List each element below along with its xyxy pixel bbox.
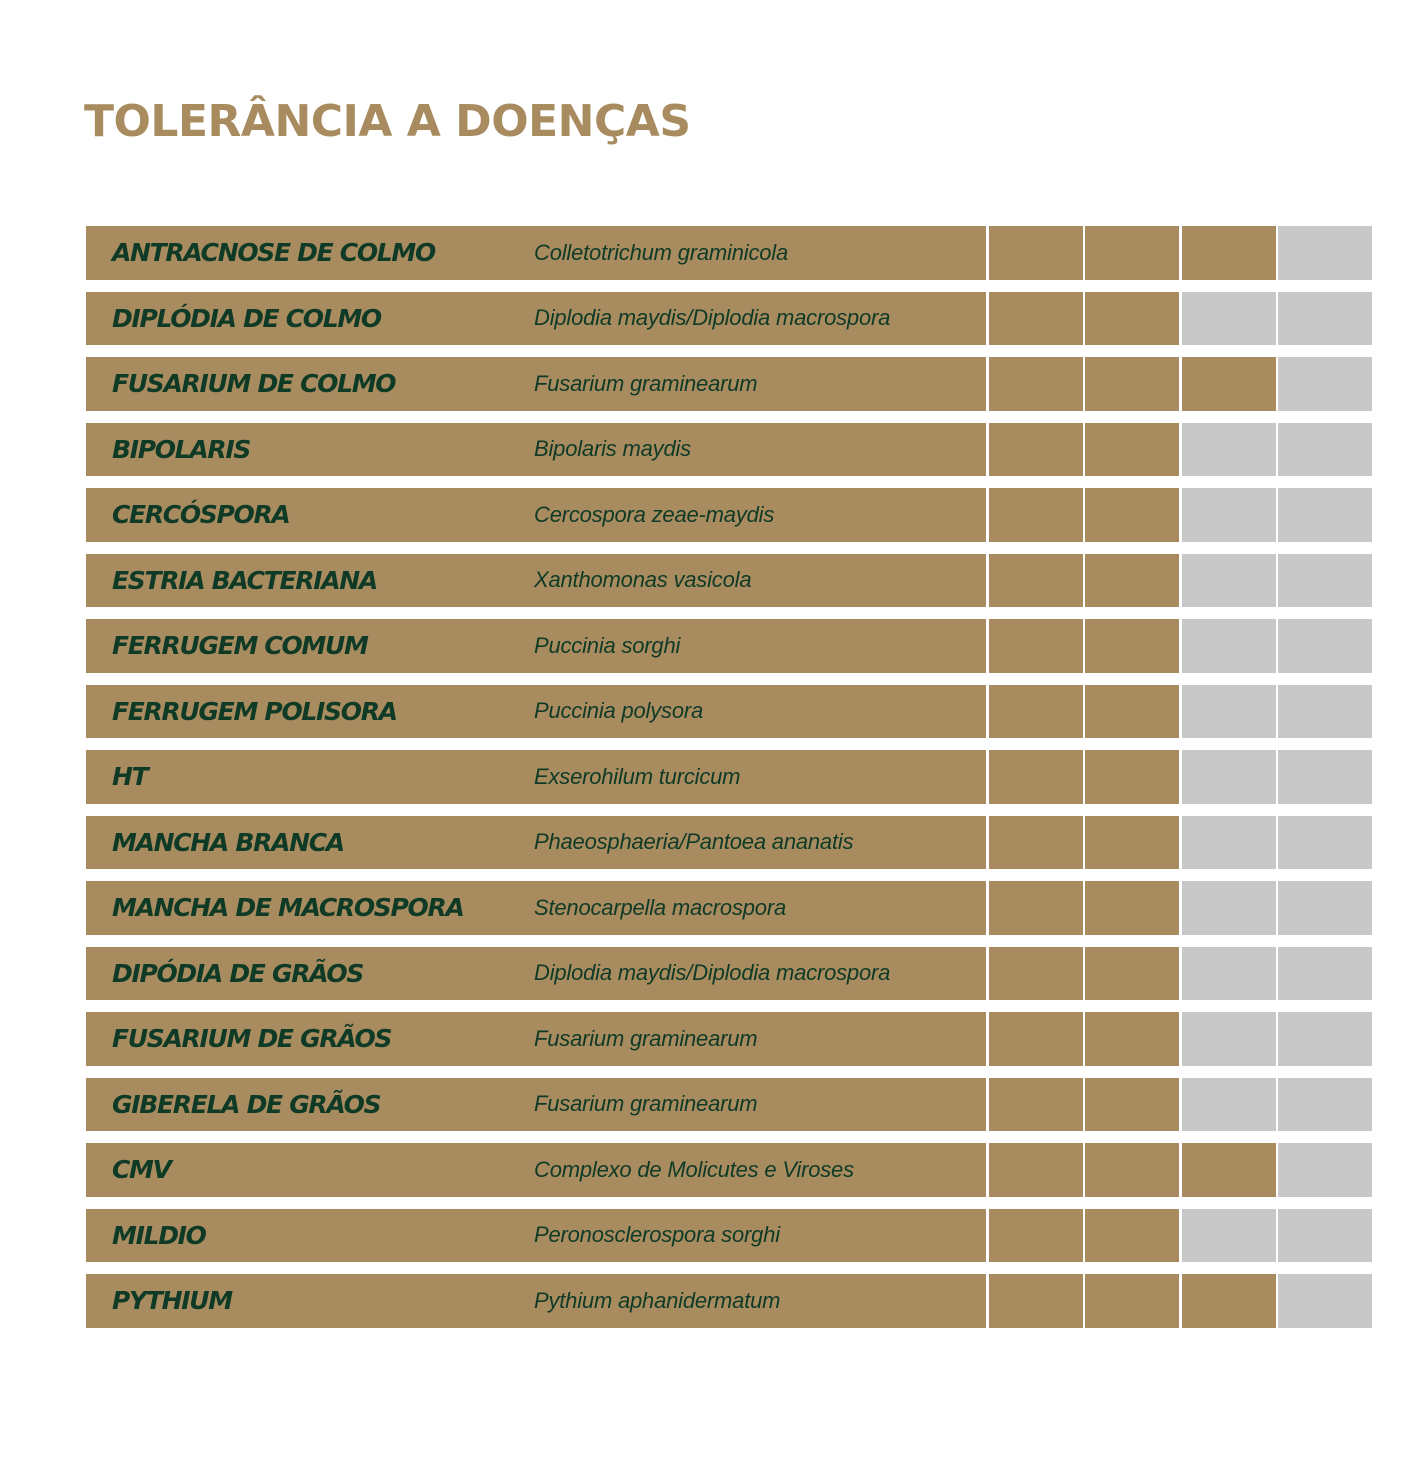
row-label-cell — [86, 619, 986, 673]
rating-cell-empty — [1182, 750, 1276, 804]
table-row — [86, 816, 1374, 870]
table-row — [86, 1078, 1374, 1132]
table-row — [86, 750, 1374, 804]
rating-cell-empty — [1278, 1274, 1372, 1328]
disease-name: FUSARIUM DE GRÃOS — [112, 1024, 392, 1054]
rating-cell-filled — [1182, 1143, 1276, 1197]
rating-cell-filled — [989, 947, 1083, 1001]
rating-cell-filled — [1085, 488, 1179, 542]
rating-cell-empty — [1278, 357, 1372, 411]
disease-name: CMV — [112, 1155, 171, 1185]
disease-name: MANCHA BRANCA — [112, 827, 344, 857]
row-label-cell — [86, 1012, 986, 1066]
table-row — [86, 947, 1374, 1001]
rating-cell-filled — [1085, 1078, 1179, 1132]
disease-name: FERRUGEM POLISORA — [112, 696, 397, 726]
row-label-cell — [86, 1209, 986, 1263]
rating-cell-filled — [989, 357, 1083, 411]
rating-cell-empty — [1278, 816, 1372, 870]
disease-name: ESTRIA BACTERIANA — [112, 565, 377, 595]
rating-cell-empty — [1278, 881, 1372, 935]
rating-cell-empty — [1278, 1078, 1372, 1132]
table-row — [86, 554, 1374, 608]
table-row — [86, 685, 1374, 739]
row-label-cell — [86, 1078, 986, 1132]
row-label-cell — [86, 947, 986, 1001]
rating-cell-empty — [1278, 423, 1372, 477]
pathogen-name: Pythium aphanidermatum — [534, 1287, 781, 1313]
rating-cell-filled — [1085, 357, 1179, 411]
rating-cell-empty — [1278, 292, 1372, 346]
table-row — [86, 357, 1374, 411]
rating-cell-filled — [1182, 357, 1276, 411]
rating-cell-filled — [1085, 1143, 1179, 1197]
pathogen-name: Bipolaris maydis — [534, 436, 691, 462]
row-label-cell — [86, 357, 986, 411]
rating-cell-filled — [1085, 554, 1179, 608]
pathogen-name: Exserohilum turcicum — [534, 763, 741, 789]
disease-name: DIPLÓDIA DE COLMO — [112, 303, 381, 333]
row-label-cell — [86, 816, 986, 870]
row-label-cell — [86, 881, 986, 935]
rating-cell-filled — [989, 1078, 1083, 1132]
rating-cell-filled — [1085, 750, 1179, 804]
table-row — [86, 1274, 1374, 1328]
rating-cell-empty — [1182, 619, 1276, 673]
rating-cell-filled — [1085, 1274, 1179, 1328]
rating-cell-empty — [1182, 685, 1276, 739]
table-row — [86, 1209, 1374, 1263]
rating-cell-filled — [989, 1012, 1083, 1066]
rating-cell-filled — [1085, 1012, 1179, 1066]
rating-cell-empty — [1278, 226, 1372, 280]
table-row — [86, 1143, 1374, 1197]
rating-cell-empty — [1278, 1012, 1372, 1066]
rating-cell-filled — [989, 1143, 1083, 1197]
rating-cell-empty — [1182, 1012, 1276, 1066]
pathogen-name: Fusarium graminearum — [534, 370, 758, 396]
pathogen-name: Phaeosphaeria/Pantoea ananatis — [534, 829, 854, 855]
pathogen-name: Peronosclerospora sorghi — [534, 1222, 780, 1248]
rating-cell-filled — [1085, 619, 1179, 673]
rating-cell-empty — [1182, 816, 1276, 870]
pathogen-name: Xanthomonas vasicola — [534, 567, 752, 593]
row-label-cell — [86, 1274, 986, 1328]
rating-cell-empty — [1182, 947, 1276, 1001]
rating-cell-filled — [989, 1209, 1083, 1263]
pathogen-name: Colletotrichum graminicola — [534, 239, 789, 265]
table-row — [86, 226, 1374, 280]
rating-cell-filled — [989, 554, 1083, 608]
rating-cell-empty — [1182, 488, 1276, 542]
rating-cell-filled — [989, 423, 1083, 477]
rating-cell-empty — [1182, 1078, 1276, 1132]
page-title: TOLERÂNCIA A DOENÇAS — [84, 96, 691, 147]
rating-cell-filled — [989, 685, 1083, 739]
rating-cell-filled — [1085, 685, 1179, 739]
disease-name: HT — [112, 762, 148, 792]
row-label-cell — [86, 423, 986, 477]
rating-cell-filled — [1085, 1209, 1179, 1263]
disease-tolerance-table — [86, 226, 1374, 1328]
rating-cell-empty — [1182, 1209, 1276, 1263]
rating-cell-filled — [1085, 816, 1179, 870]
rating-cell-filled — [1085, 947, 1179, 1001]
disease-name: ANTRACNOSE DE COLMO — [112, 238, 435, 268]
row-label-cell — [86, 1143, 986, 1197]
rating-cell-empty — [1278, 1143, 1372, 1197]
disease-name: FUSARIUM DE COLMO — [112, 369, 396, 399]
rating-cell-filled — [989, 488, 1083, 542]
row-label-cell — [86, 226, 986, 280]
disease-name: MILDIO — [112, 1220, 206, 1250]
row-label-cell — [86, 488, 986, 542]
rating-cell-filled — [1182, 1274, 1276, 1328]
pathogen-name: Puccinia sorghi — [534, 632, 681, 658]
rating-cell-empty — [1182, 423, 1276, 477]
pathogen-name: Complexo de Molicutes e Viroses — [534, 1156, 854, 1182]
table-row — [86, 488, 1374, 542]
rating-cell-filled — [1085, 292, 1179, 346]
rating-cell-empty — [1278, 1209, 1372, 1263]
rating-cell-empty — [1278, 750, 1372, 804]
rating-cell-filled — [1182, 226, 1276, 280]
disease-name: DIPÓDIA DE GRÃOS — [112, 958, 364, 988]
rating-cell-filled — [989, 816, 1083, 870]
rating-cell-empty — [1278, 685, 1372, 739]
disease-name: FERRUGEM COMUM — [112, 631, 368, 661]
rating-cell-empty — [1182, 292, 1276, 346]
rating-cell-empty — [1278, 554, 1372, 608]
pathogen-name: Diplodia maydis/Diplodia macrospora — [534, 960, 891, 986]
rating-cell-filled — [1085, 881, 1179, 935]
pathogen-name: Stenocarpella macrospora — [534, 894, 787, 920]
disease-name: BIPOLARIS — [112, 434, 251, 464]
disease-name: MANCHA DE MACROSPORA — [112, 893, 464, 923]
rating-cell-filled — [989, 881, 1083, 935]
table-row — [86, 881, 1374, 935]
pathogen-name: Cercospora zeae-maydis — [534, 501, 775, 527]
rating-cell-empty — [1278, 488, 1372, 542]
table-row — [86, 1012, 1374, 1066]
table-row — [86, 292, 1374, 346]
rating-cell-filled — [1085, 226, 1179, 280]
rating-cell-filled — [1085, 423, 1179, 477]
rating-cell-empty — [1182, 554, 1276, 608]
row-label-cell — [86, 685, 986, 739]
rating-cell-filled — [989, 292, 1083, 346]
table-row — [86, 619, 1374, 673]
pathogen-name: Fusarium graminearum — [534, 1025, 758, 1051]
rating-cell-filled — [989, 1274, 1083, 1328]
pathogen-name: Diplodia maydis/Diplodia macrospora — [534, 305, 891, 331]
rating-cell-empty — [1278, 619, 1372, 673]
row-label-cell — [86, 292, 986, 346]
pathogen-name: Puccinia polysora — [534, 698, 704, 724]
rating-cell-filled — [989, 750, 1083, 804]
rating-cell-filled — [989, 619, 1083, 673]
pathogen-name: Fusarium graminearum — [534, 1091, 758, 1117]
row-label-cell — [86, 750, 986, 804]
disease-name: CERCÓSPORA — [112, 500, 290, 530]
rating-cell-empty — [1182, 881, 1276, 935]
rating-cell-empty — [1278, 947, 1372, 1001]
rating-cell-filled — [989, 226, 1083, 280]
table-row — [86, 423, 1374, 477]
row-label-cell — [86, 554, 986, 608]
disease-name: PYTHIUM — [112, 1286, 232, 1316]
disease-name: GIBERELA DE GRÃOS — [112, 1089, 381, 1119]
